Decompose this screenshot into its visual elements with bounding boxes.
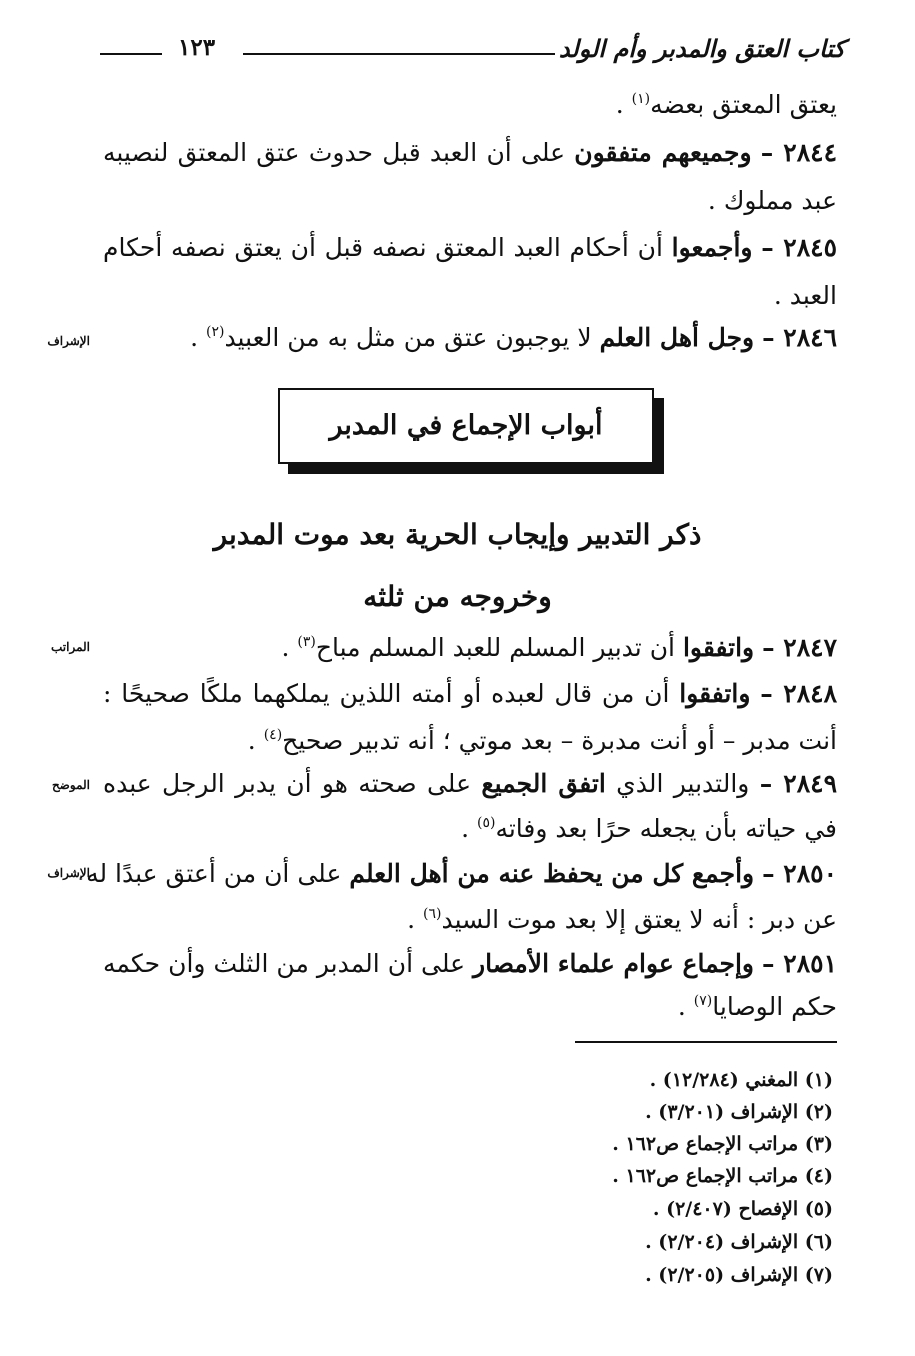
paragraph-number: ٢٨٤٤ – bbox=[760, 138, 837, 167]
paragraph-2846: ٢٨٤٦ – وجل أهل العلم لا يوجبون عتق من مثل به من العبيد$^{(٢)}$ . bbox=[190, 323, 837, 352]
consensus-phrase: اتفق الجميع bbox=[481, 769, 606, 798]
paragraph-number: ٢٨٥٠ – bbox=[762, 859, 837, 888]
margin-source-label: الموضح bbox=[51, 778, 90, 792]
footnote-separator bbox=[575, 1041, 837, 1043]
section-title-box bbox=[278, 388, 654, 464]
running-header bbox=[100, 34, 845, 74]
footnote-ref: (٣) bbox=[297, 634, 316, 650]
paragraph-line: حكم الوصايا$^{(٧)}$ . bbox=[677, 992, 837, 1021]
paragraph-number: ٢٨٥١ – bbox=[762, 949, 837, 978]
paragraph-2847: ٢٨٤٧ – واتفقوا أن تدبير المسلم للعبد المسلم مباح$^{(٣)}$ . bbox=[281, 633, 837, 662]
paragraph-line: عن دبر : أنه لا يعتق إلا بعد موت السيد$^{(٦)}$ . bbox=[407, 905, 837, 934]
footnote-3: (٣) مراتب الإجماع ص١٦٢ . bbox=[612, 1133, 833, 1155]
footnote-ref: (٦) bbox=[423, 906, 442, 922]
margin-source-label: الإشراف bbox=[47, 334, 90, 348]
footnote-ref: (٢) bbox=[205, 324, 225, 340]
footnote-1: (١) المغني (١٢/٢٨٤) . bbox=[649, 1069, 833, 1091]
paragraph-2848: ٢٨٤٨ – واتفقوا أن من قال لعبده أو أمته اللذين يملكهما ملكًا صحيحًا : bbox=[103, 679, 837, 708]
footnote-ref: (٧) bbox=[693, 993, 713, 1009]
paragraph-number: ٢٨٤٨ – bbox=[760, 679, 837, 708]
consensus-phrase: وجميعهم متفقون bbox=[574, 138, 752, 167]
running-header-title: كتاب العتق والمدبر وأم الولد bbox=[558, 34, 845, 63]
consensus-phrase: وجل أهل العلم bbox=[599, 323, 755, 352]
consensus-phrase: وأجمع كل من يحفظ عنه من أهل العلم bbox=[349, 859, 755, 888]
section-title: أبواب الإجماع في المدبر bbox=[278, 388, 654, 464]
paragraph-2845: ٢٨٤٥ – وأجمعوا أن أحكام العبد المعتق نصفه قبل أن يعتق نصفه أحكام bbox=[103, 233, 837, 262]
paragraph-number: ٢٨٤٩ – bbox=[759, 769, 838, 798]
margin-source-label: المراتب bbox=[50, 640, 90, 654]
paragraph-line: يعتق المعتق بعضه$^{(١)}$ . bbox=[615, 90, 837, 119]
header-rule-short bbox=[100, 53, 162, 55]
paragraph-number: ٢٨٤٥ – bbox=[761, 233, 837, 262]
footnote-ref: (٤) bbox=[263, 727, 283, 743]
paragraph-number: ٢٨٤٧ – bbox=[762, 633, 837, 662]
header-rule bbox=[243, 53, 555, 55]
footnote-7: (٧) الإشراف (٢/٢٠٥) . bbox=[645, 1264, 833, 1286]
footnote-2: (٢) الإشراف (٣/٢٠١) . bbox=[645, 1101, 833, 1123]
paragraph-line: في حياته بأن يجعله حرًا بعد وفاته$^{(٥)}$ . bbox=[461, 814, 837, 843]
footnote-ref: (١) bbox=[631, 91, 651, 107]
chapter-heading-line2: وخروجه من ثلثه bbox=[363, 580, 552, 613]
margin-source-label: الإشراف bbox=[47, 866, 90, 880]
footnote-6: (٦) الإشراف (٢/٢٠٤) . bbox=[645, 1231, 833, 1253]
paragraph-2850: ٢٨٥٠ – وأجمع كل من يحفظ عنه من أهل العلم على أن من أعتق عبدًا له bbox=[86, 859, 837, 888]
paragraph-line: عبد مملوك . bbox=[707, 186, 837, 215]
chapter-heading-line1: ذكر التدبير وإيجاب الحرية بعد موت المدبر bbox=[213, 518, 702, 551]
footnote-4: (٤) مراتب الإجماع ص١٦٢ . bbox=[612, 1165, 833, 1187]
paragraph-number: ٢٨٤٦ – bbox=[762, 323, 837, 352]
consensus-phrase: وإجماع عوام علماء الأمصار bbox=[473, 949, 755, 978]
consensus-phrase: وأجمعوا bbox=[671, 233, 753, 262]
footnote-5: (٥) الإفصاح (٢/٤٠٧) . bbox=[652, 1198, 833, 1220]
paragraph-2844: ٢٨٤٤ – وجميعهم متفقون على أن العبد قبل حدوث عتق المعتق لنصيبه bbox=[103, 138, 837, 167]
paragraph-line: أنت مدبر – أو أنت مدبرة – بعد موتي ؛ أنه تدبير صحيح$^{(٤)}$ . bbox=[247, 726, 837, 755]
consensus-phrase: واتفقوا bbox=[682, 633, 755, 662]
consensus-phrase: واتفقوا bbox=[679, 679, 751, 708]
paragraph-2849: ٢٨٤٩ – والتدبير الذي اتفق الجميع على صحته هو أن يدبر الرجل عبده bbox=[103, 769, 838, 798]
footnote-ref: (٥) bbox=[476, 815, 496, 831]
page-number: ١٢٣ bbox=[178, 34, 216, 61]
paragraph-2851: ٢٨٥١ – وإجماع عوام علماء الأمصار على أن المدبر من الثلث وأن حكمه bbox=[103, 949, 837, 978]
paragraph-line: العبد . bbox=[773, 281, 837, 310]
